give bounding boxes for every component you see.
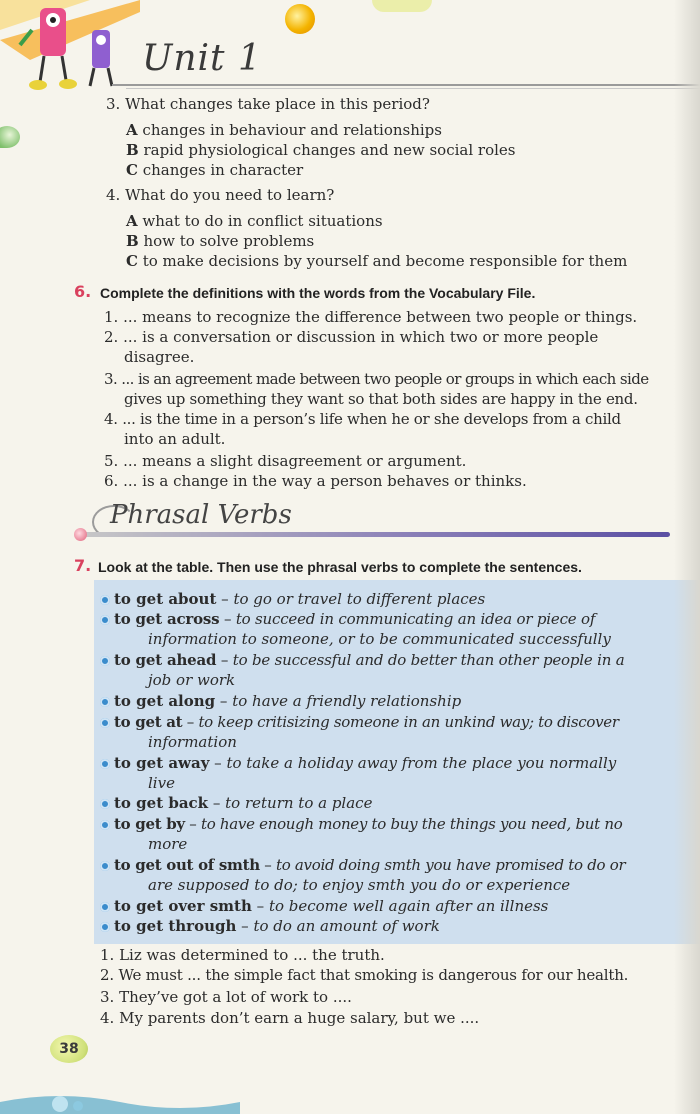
orange-circle-decoration bbox=[285, 4, 315, 34]
yellow-arc-decoration bbox=[372, 0, 432, 12]
definition-5: 5. ... means a slight disagreement or argument. bbox=[104, 452, 467, 470]
bullet-icon bbox=[100, 718, 110, 728]
verb-get-out-of-cont: are supposed to do; to enjoy smth you do or experience bbox=[148, 876, 571, 894]
sentence-4: 4. My parents don’t earn a huge salary, but we .... bbox=[100, 1009, 480, 1027]
bullet-icon bbox=[100, 922, 110, 932]
header-divider bbox=[112, 84, 700, 86]
bullet-icon bbox=[100, 697, 110, 707]
verb-get-across: to get across – to succeed in communicating an idea or piece of bbox=[100, 609, 595, 629]
definition-3-cont: gives up something they want so that both sides are happy in the end. bbox=[124, 390, 638, 408]
bullet-icon bbox=[100, 656, 110, 666]
bullet-icon bbox=[100, 820, 110, 830]
bullet-icon bbox=[100, 861, 110, 871]
definition-1: 1. ... means to recognize the difference between two people or things. bbox=[104, 308, 638, 326]
pink-dot-decoration bbox=[74, 528, 87, 541]
verb-get-ahead: to get ahead – to be successful and do better than other people in a bbox=[100, 650, 625, 670]
verb-get-through: to get through – to do an amount of work bbox=[100, 916, 440, 936]
sentence-2: 2. We must ... the simple fact that smoking is dangerous for our health. bbox=[100, 966, 629, 984]
q4-option-c: C to make decisions by yourself and become responsible for them bbox=[126, 252, 628, 270]
cartoon-pencil-characters-illustration bbox=[0, 0, 140, 95]
sentence-1: 1. Liz was determined to ... the truth. bbox=[100, 946, 385, 964]
verb-get-about: to get about – to go or travel to different places bbox=[100, 589, 485, 609]
phrasal-verbs-title: Phrasal Verbs bbox=[110, 500, 292, 530]
task-6-number: 6. bbox=[74, 282, 92, 301]
verb-get-back: to get back – to return to a place bbox=[100, 793, 372, 813]
unit-title: Unit 1 bbox=[142, 38, 262, 79]
sentence-3: 3. They’ve got a lot of work to .... bbox=[100, 988, 352, 1006]
verb-get-away-cont: live bbox=[148, 774, 175, 792]
q3-option-a: A changes in behaviour and relationships bbox=[126, 121, 442, 139]
task-7-heading: Look at the table. Then use the phrasal verbs to complete the sentences. bbox=[98, 559, 582, 575]
page-gutter-shadow bbox=[674, 0, 700, 1114]
verb-get-ahead-cont: job or work bbox=[148, 671, 236, 689]
bullet-icon bbox=[100, 902, 110, 912]
bullet-icon bbox=[100, 759, 110, 769]
definition-3: 3. ... is an agreement made between two people or groups in which each side bbox=[104, 370, 649, 388]
definition-4: 4. ... is the time in a person’s life when he or she develops from a child bbox=[104, 410, 621, 428]
q4-option-b: B how to solve problems bbox=[126, 232, 315, 250]
leaf-decoration bbox=[0, 126, 20, 148]
definition-4-cont: into an adult. bbox=[124, 430, 226, 448]
verb-get-at: to get at – to keep critisizing someone in an unkind way; to discover bbox=[100, 712, 619, 732]
verb-get-at-cont: information bbox=[148, 733, 237, 751]
verb-get-along: to get along – to have a friendly relationship bbox=[100, 691, 461, 711]
verb-get-away: to get away – to take a holiday away from the place you normally bbox=[100, 753, 616, 773]
task-7-number: 7. bbox=[74, 556, 92, 575]
verb-get-by-cont: more bbox=[148, 835, 188, 853]
verb-get-over: to get over smth – to become well again after an illness bbox=[100, 896, 548, 916]
definition-6: 6. ... is a change in the way a person behaves or thinks. bbox=[104, 472, 527, 490]
phrasal-verbs-divider bbox=[80, 532, 670, 537]
verb-get-out-of: to get out of smth – to avoid doing smth you have promised to do or bbox=[100, 855, 625, 875]
verb-get-across-cont: information to someone, or to be communicated successfully bbox=[148, 630, 611, 648]
q3-option-c: C changes in character bbox=[126, 161, 304, 179]
definition-2-cont: disagree. bbox=[124, 348, 195, 366]
bullet-icon bbox=[100, 595, 110, 605]
page-number: 38 bbox=[50, 1035, 88, 1063]
bullet-icon bbox=[100, 615, 110, 625]
task-6-heading: Complete the definitions with the words from the Vocabulary File. bbox=[100, 285, 536, 301]
verb-get-by: to get by – to have enough money to buy the things you need, but no bbox=[100, 814, 622, 834]
bottom-wave-decoration bbox=[0, 1088, 700, 1114]
q4-option-a: A what to do in conflict situations bbox=[126, 212, 383, 230]
q3-option-b: B rapid physiological changes and new social roles bbox=[126, 141, 516, 159]
header-divider-secondary bbox=[126, 88, 700, 89]
definition-2: 2. ... is a conversation or discussion in which two or more people bbox=[104, 328, 599, 346]
question-3: 3. What changes take place in this period? bbox=[106, 95, 430, 113]
bullet-icon bbox=[100, 799, 110, 809]
question-4: 4. What do you need to learn? bbox=[106, 186, 335, 204]
